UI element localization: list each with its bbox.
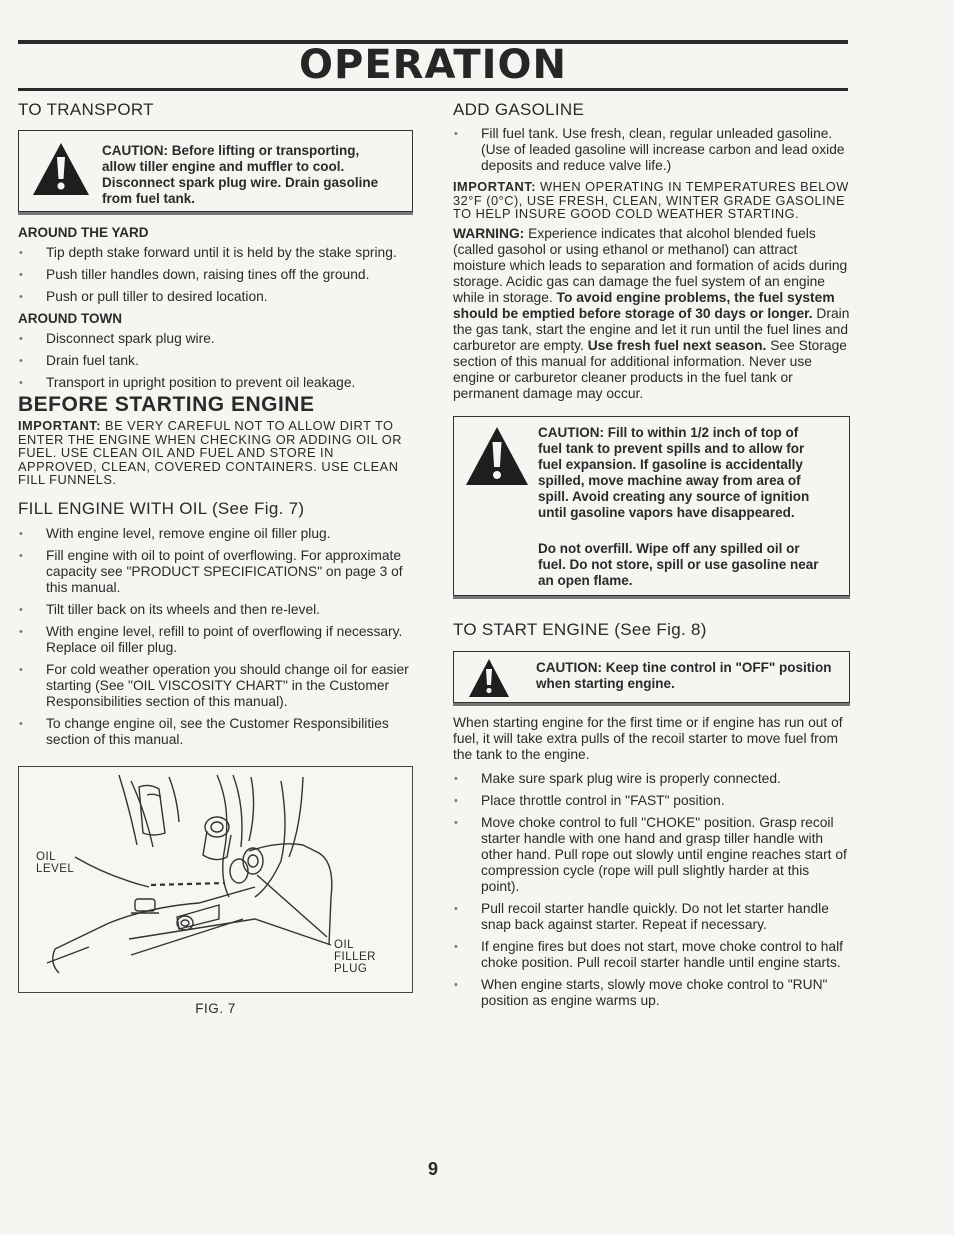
- start-caution-box: [453, 651, 850, 703]
- start-engine-heading: TO START ENGINE (See Fig. 8): [453, 619, 707, 639]
- warning-text: See Storage section of this manual for additional information. Never use engine or carburetor cleaner products in the fuel tank or permanent damage may occur.: [453, 337, 847, 401]
- fuel-caution-box: [453, 416, 850, 596]
- important-text: WHEN OPERATING IN TEMPERATURES BELOW 32°F (0°C), USE FRESH, CLEAN, WINTER GRADE GASOLINE TO HELP INSURE GOOD COLD WEATHER STARTING.: [453, 179, 849, 221]
- list-item: • To change engine oil, see the Customer Responsibilities section of this manual.: [18, 716, 413, 748]
- before-starting-heading: BEFORE STARTING ENGINE: [18, 393, 315, 416]
- important-text: BE VERY CAREFUL NOT TO ALLOW DIRT TO ENTER THE ENGINE WHEN CHECKING OR ADDING OIL OR FUEL. USE CLEAN OIL AND FUEL AND STORE IN APPROVED, CLEAN, COVERED CONTAINERS. USE CLEAN FILL FUNNELS.: [18, 418, 402, 487]
- gasoline-warning: [453, 226, 850, 402]
- warning-triangle-icon: [31, 141, 91, 197]
- list-item: • Make sure spark plug wire is properly connected.: [453, 771, 850, 787]
- list-item: • Pull recoil starter handle quickly. Do not let starter handle snap back against starter. Repeat if necessary.: [453, 901, 850, 933]
- list-item: • Fill engine with oil to point of overflowing. For approximate capacity see "PRODUCT SPECIFICATIONS" on page 3 of this manual.: [18, 548, 413, 596]
- right-column: [453, 100, 850, 1015]
- warning-triangle-icon: [468, 658, 510, 698]
- to-transport-heading: TO TRANSPORT: [18, 100, 154, 119]
- add-gasoline-heading: ADD GASOLINE: [453, 100, 585, 119]
- fill-oil-list: [18, 526, 413, 748]
- fill-oil-heading: FILL ENGINE WITH OIL (See Fig. 7): [18, 498, 305, 518]
- list-item: • Tip depth stake forward until it is held by the stake spring.: [18, 245, 413, 261]
- left-column: [18, 100, 413, 1016]
- page-number: 9: [427, 1159, 438, 1179]
- list-item: • Fill fuel tank. Use fresh, clean, regular unleaded gasoline. (Use of leaded gasoline will increase carbon and lead oxide deposits and reduce valve life.): [453, 126, 850, 174]
- figure-7: [18, 766, 413, 993]
- list-item: • If engine fires but does not start, move choke control to half choke position. Pull recoil starter handle until engine starts.: [453, 939, 850, 971]
- important-label: IMPORTANT:: [453, 179, 536, 194]
- around-yard-list: [18, 245, 413, 305]
- fuel-caution-text: CAUTION: Fill to within 1/2 inch of top of fuel tank to prevent spills and to allow for fuel expansion. If gasoline is accidentally spilled, move machine away from area of spill. Avoid creating any source of ignition until gasoline vapors have disappeared.: [538, 424, 810, 520]
- start-caution-text: CAUTION: Keep tine control in "OFF" position when starting engine.: [536, 659, 832, 691]
- around-town-list: [18, 331, 413, 391]
- list-item: • With engine level, refill to point of overflowing if necessary. Replace oil filler plug.: [18, 624, 413, 656]
- header-rule-bottom: [18, 88, 848, 91]
- oil-level-label: OIL LEVEL: [36, 850, 75, 875]
- before-starting-important: [18, 419, 413, 487]
- list-item: • Tilt tiller back on its wheels and then re-level.: [18, 602, 413, 618]
- list-item: • Push tiller handles down, raising tines off the ground.: [18, 267, 413, 283]
- around-town-heading: AROUND TOWN: [18, 311, 122, 326]
- gasoline-important: [453, 180, 850, 221]
- list-item: • For cold weather operation you should change oil for easier starting (See "OIL VISCOSITY CHART" in the Customer Responsibilities section of this manual).: [18, 662, 413, 710]
- fuel-caution-text-2: Do not overfill. Wipe off any spilled oil or fuel. Do not store, spill or use gasoline near an open flame.: [538, 540, 819, 588]
- list-item: • With engine level, remove engine oil filler plug.: [18, 526, 413, 542]
- figure-caption: FIG. 7: [195, 1000, 236, 1016]
- list-item: • Place throttle control in "FAST" position.: [453, 793, 850, 809]
- transport-caution-text: CAUTION: Before lifting or transporting, allow tiller engine and muffler to cool. Disconnect spark plug wire. Drain gasoline from fuel tank.: [102, 143, 379, 206]
- warning-text: Drain the gas tank, start the engine and let it run until the fuel lines and carburetor are empty.: [453, 305, 850, 353]
- around-yard-heading: AROUND THE YARD: [18, 225, 149, 240]
- list-item: • Disconnect spark plug wire.: [18, 331, 413, 347]
- start-engine-intro: When starting engine for the first time or if engine has run out of fuel, it will take extra pulls of the recoil starter to move fuel from the tank to the engine.: [453, 714, 843, 762]
- warning-emphasis: Use fresh fuel next season.: [587, 337, 767, 353]
- warning-emphasis: To avoid engine problems, the fuel system should be emptied before storage of 30 days or longer.: [453, 289, 835, 321]
- list-item: • Drain fuel tank.: [18, 353, 413, 369]
- warning-text: Experience indicates that alcohol blended fuels (called gasohol or using ethanol or methanol) can attract moisture which leads to separation and formation of acids during storage. Acidic gas can damage the fuel system of an engine while in storage.: [453, 225, 848, 305]
- list-item: • Push or pull tiller to desired location.: [18, 289, 413, 305]
- warning-triangle-icon: [464, 425, 530, 487]
- page-title: OPERATION: [299, 42, 567, 88]
- list-item: • Move choke control to full "CHOKE" position. Grasp recoil starter handle with one hand and grasp tiller handle with other hand. Pull rope out slowly until engine reaches start of compression cycle (rope will pull slightly harder at this point).: [453, 815, 850, 895]
- start-engine-list: [453, 771, 850, 1009]
- list-item: • Transport in upright position to prevent oil leakage.: [18, 375, 413, 391]
- important-label: IMPORTANT:: [18, 418, 101, 433]
- oil-filler-plug-label: OIL FILLER PLUG: [334, 938, 376, 975]
- warning-label: WARNING:: [453, 225, 525, 241]
- add-gasoline-list: [453, 126, 850, 174]
- transport-caution-box: [18, 130, 413, 212]
- list-item: • When engine starts, slowly move choke control to "RUN" position as engine warms up.: [453, 977, 850, 1009]
